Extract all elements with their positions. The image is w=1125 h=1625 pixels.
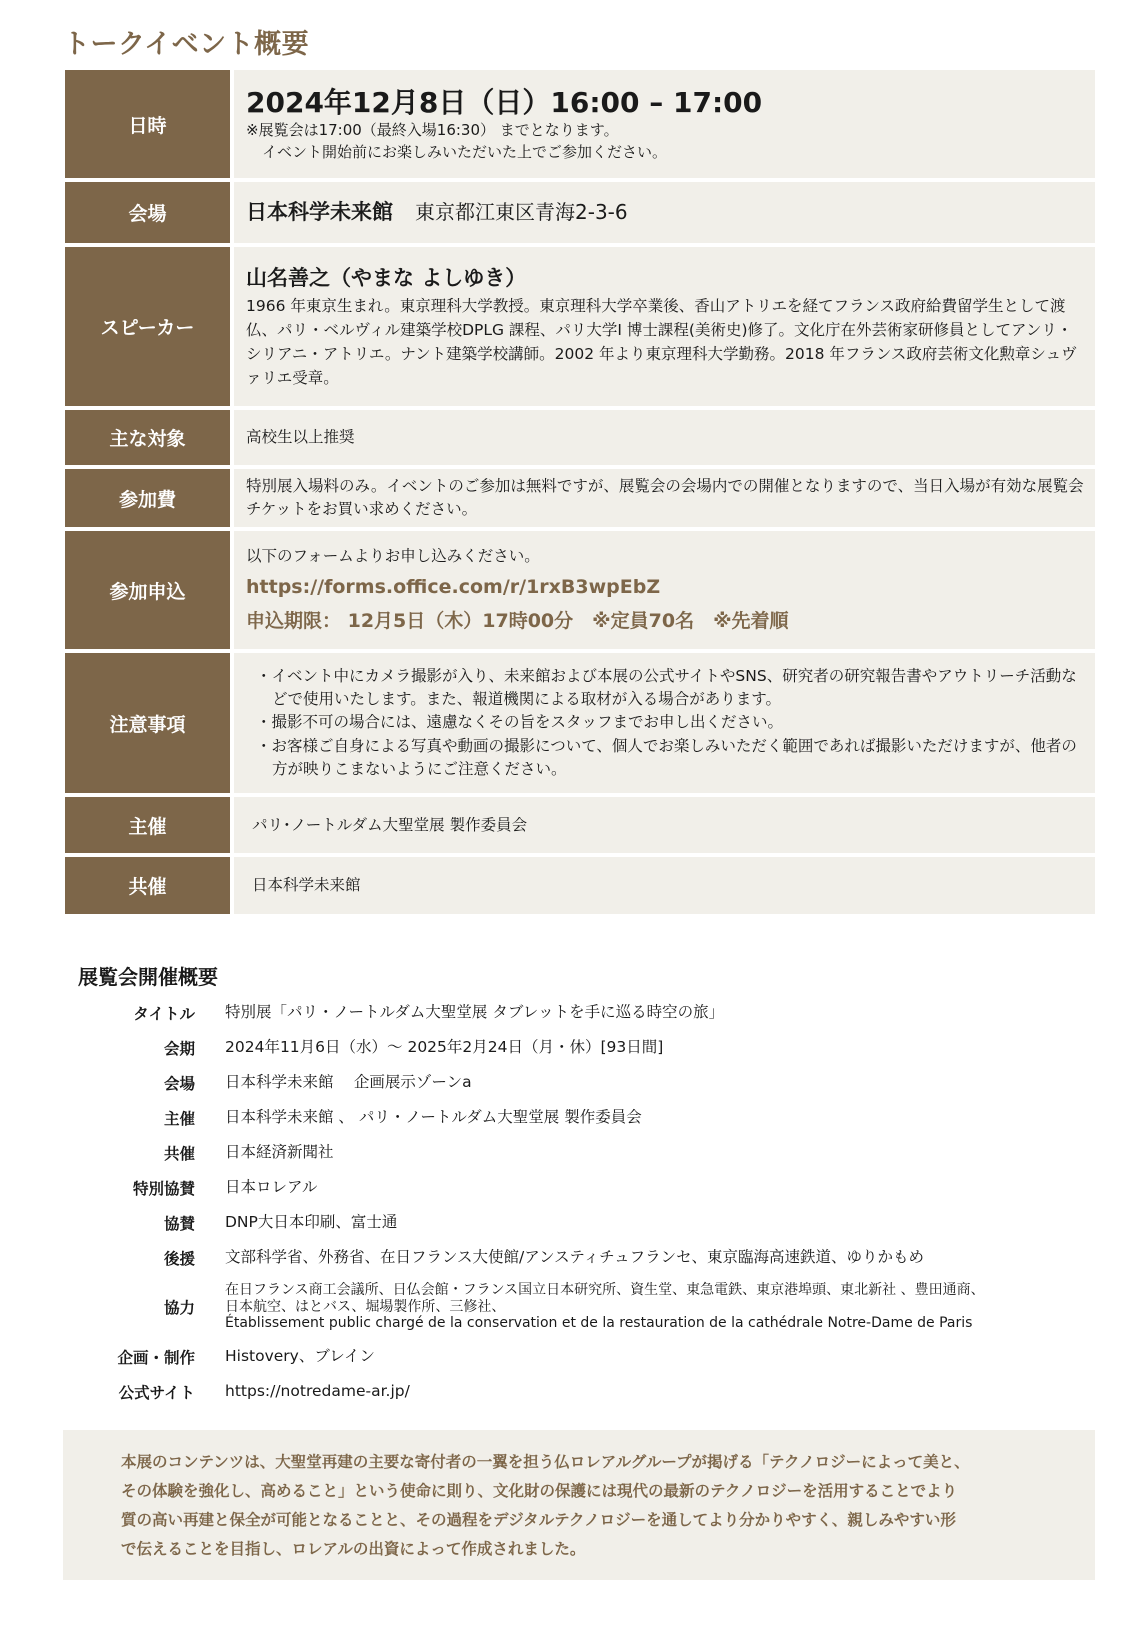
overview-label: 協賛 xyxy=(163,1214,195,1233)
value-target xyxy=(234,410,1095,465)
overview-row-title xyxy=(90,995,1090,1030)
overview-label: 主催 xyxy=(163,1109,195,1128)
row-speaker xyxy=(65,247,1095,406)
event-summary-table xyxy=(65,70,1095,918)
label-venue: 会場 xyxy=(65,182,230,243)
label-datetime: 日時 xyxy=(65,70,230,178)
row-organizer xyxy=(65,797,1095,853)
official-site-link[interactable]: https://notredame-ar.jp/ xyxy=(225,1381,410,1400)
value-speaker xyxy=(234,247,1095,406)
label-notes: 注意事項 xyxy=(65,653,230,793)
datetime-note-1: ※展覧会は17:00（最終入場16:30） までとなります。 xyxy=(246,120,619,139)
value-venue xyxy=(234,182,1095,243)
overview-row-cohost xyxy=(90,1135,1090,1170)
overview-value: Histovery、ブレイン xyxy=(225,1346,375,1365)
value-apply xyxy=(234,531,1095,649)
statement-line-3: 質の高い再建と保全が可能となることと、その過程をデジタルテクノロジーを通してより分かりやすく、親しみやすい形 xyxy=(121,1511,956,1529)
label-organizer: 主催 xyxy=(65,797,230,853)
note-item-3: ・お客様ご自身による写真や動画の撮影について、個人でお楽しみいただく範囲であれば撮影いただけますが、他者の方が映りこまないようにご注意ください。 xyxy=(256,736,1077,778)
label-speaker: スピーカー xyxy=(65,247,230,406)
sponsor-statement-box xyxy=(63,1430,1095,1580)
overview-value: 日本経済新聞社 xyxy=(225,1142,334,1161)
overview-label: 後援 xyxy=(163,1249,195,1268)
row-datetime xyxy=(65,70,1095,178)
overview-label: タイトル xyxy=(133,1004,195,1023)
apply-deadline: 申込期限： 12月5日（木）17時00分 ※定員70名 ※先着順 xyxy=(246,609,789,632)
overview-value: 日本ロレアル xyxy=(225,1177,318,1196)
overview-value: 2024年11月6日（水）～ 2025年2月24日（月・休）[93日間] xyxy=(225,1037,664,1056)
venue-address: 東京都江東区青海2-3-6 xyxy=(415,200,628,225)
event-datetime: 2024年12月8日（日）16:00 – 17:00 xyxy=(246,85,763,119)
note-item-2: ・撮影不可の場合には、遠慮なくその旨をスタッフまでお申し出ください。 xyxy=(256,713,784,732)
overview-label: 企画・制作 xyxy=(117,1348,195,1367)
row-venue xyxy=(65,182,1095,243)
apply-form-link[interactable]: https://forms.office.com/r/1rxB3wpEbZ xyxy=(246,576,661,599)
cooperation-line-3: Établissement public chargé de la conservation et de la restauration de la cathédrale Notre-Dame de Paris xyxy=(225,1315,973,1332)
overview-value: 日本科学未来館 企画展示ゾーンa xyxy=(225,1072,472,1091)
overview-label: 共催 xyxy=(163,1144,195,1163)
overview-label: 特別協賛 xyxy=(132,1179,195,1198)
value-notes xyxy=(234,653,1095,793)
statement-line-1: 本展のコンテンツは、大聖堂再建の主要な寄付者の一翼を担う仏ロレアルグループが掲げる「テクノロジーによって美と、 xyxy=(121,1453,970,1471)
row-fee xyxy=(65,469,1095,527)
overview-row-support xyxy=(90,1240,1090,1275)
label-fee: 参加費 xyxy=(65,469,230,527)
value-organizer xyxy=(234,797,1095,853)
fee-text: 特別展入場料のみ。イベントのご参加は無料ですが、展覧会の会場内での開催となりますので、当日入場が有効な展覧会チケットをお買い求めください。 xyxy=(246,476,1084,518)
overview-value: DNP大日本印刷、富士通 xyxy=(225,1212,398,1231)
row-cohost xyxy=(65,857,1095,914)
value-datetime xyxy=(234,70,1095,178)
overview-row-production xyxy=(90,1339,1090,1374)
overview-row-organizer xyxy=(90,1100,1090,1135)
overview-label: 会場 xyxy=(163,1074,195,1093)
exhibition-section-title: 展覧会開催概要 xyxy=(78,965,218,989)
datetime-note-2: イベント開始前にお楽しみいただいた上でご参加ください。 xyxy=(262,142,668,161)
value-fee xyxy=(234,469,1095,527)
statement-line-2: その体験を強化し、高めること」という使命に則り、文化財の保護には現代の最新のテクノロジーを活用することでより xyxy=(121,1482,958,1500)
overview-value: 日本科学未来館 、 パリ・ノートルダム大聖堂展 製作委員会 xyxy=(225,1107,642,1126)
overview-row-special-sponsor xyxy=(90,1170,1090,1205)
overview-row-cooperation xyxy=(90,1275,1090,1339)
statement-line-4: で伝えることを目指し、ロレアルの出資によって作成されました。 xyxy=(121,1540,586,1558)
value-cohost xyxy=(234,857,1095,914)
row-notes xyxy=(65,653,1095,793)
row-apply xyxy=(65,531,1095,649)
venue-name: 日本科学未来館 xyxy=(246,200,393,225)
cooperation-line-1: 在日フランス商工会議所、日仏会館・フランス国立日本研究所、資生堂、東急電鉄、東京港埠頭、東北新社 、豊田通商、 xyxy=(225,1281,985,1298)
row-target xyxy=(65,410,1095,465)
page-title: トークイベント概要 xyxy=(63,29,310,60)
overview-value: 特別展「パリ・ノートルダム大聖堂展 タブレットを手に巡る時空の旅」 xyxy=(225,1002,725,1021)
apply-intro: 以下のフォームよりお申し込みください。 xyxy=(246,547,540,566)
overview-row-venue xyxy=(90,1065,1090,1100)
target-text: 高校生以上推奨 xyxy=(246,428,355,447)
overview-label: 会期 xyxy=(163,1039,195,1058)
overview-row-sponsor xyxy=(90,1205,1090,1240)
exhibition-overview xyxy=(90,995,1090,1409)
note-item-1: ・イベント中にカメラ撮影が入り、未来館および本展の公式サイトやSNS、研究者の研究報告書やアウトリーチ活動などで使用いたします。また、報道機関による取材が入る場合があります。 xyxy=(256,666,1077,709)
overview-value xyxy=(225,1282,1090,1332)
overview-label: 公式サイト xyxy=(118,1383,195,1402)
label-target: 主な対象 xyxy=(65,410,230,465)
speaker-bio: 1966 年東京生まれ。東京理科大学教授。東京理科大学卒業後、香山アトリエを経てフランス政府給費留学生として渡仏、パリ・ベルヴィル建築学校DPLG 課程、パリ大学I 博士課程(美術史)修了。文化庁在外芸術家研修員としてアンリ・シリアニ・アトリエ。ナント建築学校講師。2002 年より東京理科大学勤務。2018 年フランス政府芸術文化勲章シュヴァリエ受章。 xyxy=(246,297,1077,388)
overview-value: 文部科学省、外務省、在日フランス大使館/アンスティチュフランセ、東京臨海高速鉄道、ゆりかもめ xyxy=(225,1247,925,1266)
organizer-text: パリ･ノートルダム大聖堂展 製作委員会 xyxy=(252,815,528,834)
overview-row-period xyxy=(90,1030,1090,1065)
label-cohost: 共催 xyxy=(65,857,230,914)
cohost-text: 日本科学未来館 xyxy=(252,876,361,895)
overview-row-website xyxy=(90,1374,1090,1409)
speaker-name: 山名善之（やまな よしゆき） xyxy=(246,265,527,290)
cooperation-line-2: 日本航空、はとバス、堀場製作所、三修社、 xyxy=(225,1298,506,1315)
label-apply: 参加申込 xyxy=(65,531,230,649)
overview-label: 協力 xyxy=(163,1299,195,1317)
